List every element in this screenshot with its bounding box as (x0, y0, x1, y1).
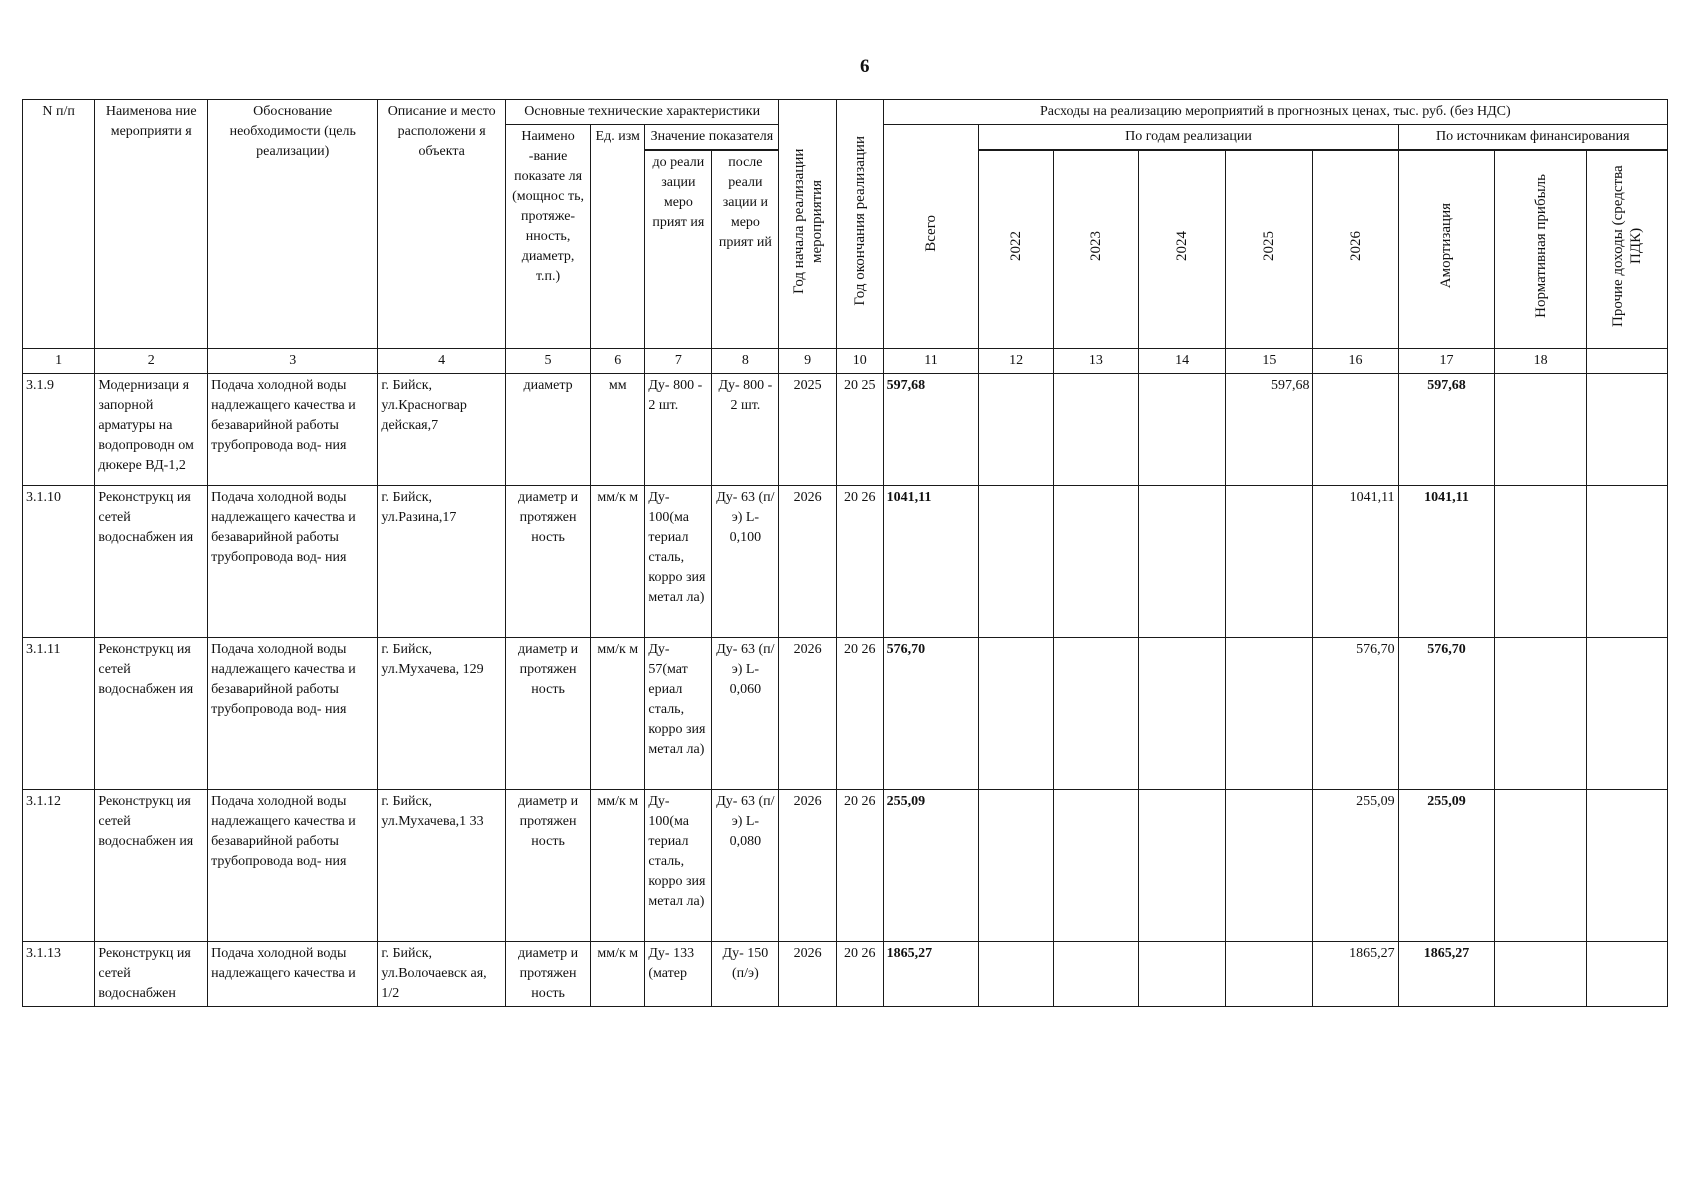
row-y2026 (1313, 374, 1398, 486)
row-start: 2026 (779, 638, 836, 790)
row-before: Ду- 800 - 2 шт. (645, 374, 712, 486)
header-by-years: По годам реализации (979, 125, 1398, 150)
row-location: г. Бийск, ул.Волочаевск ая, 1/2 (378, 942, 506, 1007)
row-name: Реконструкц ия сетей водоснабжен ия (95, 638, 208, 790)
row-y2022 (979, 790, 1053, 942)
row-y2024 (1138, 638, 1225, 790)
row-end: 20 26 (836, 486, 883, 638)
row-param: диаметр и протяжен ность (506, 486, 591, 638)
table-row (23, 486, 1668, 638)
row-location: г. Бийск, ул.Красногвар дейская,7 (378, 374, 506, 486)
column-number: 7 (645, 349, 712, 374)
row-after: Ду- 800 - 2 шт. (712, 374, 779, 486)
header-by-sources: По источникам финансирования (1398, 125, 1667, 150)
header-source-other: Прочие доходы (средства ПДК) (1586, 151, 1667, 349)
row-name: Модернизаци я запорной арматуры на водопроводн ом дюкере ВД-1,2 (95, 374, 208, 486)
header-year-end: Год окончания реализации (836, 100, 883, 349)
header-year-2025: 2025 (1226, 151, 1313, 349)
row-after: Ду- 150 (п/э) (712, 942, 779, 1007)
row-reason: Подача холодной воды надлежащего качества и безаварийной работы трубопровода вод- ния (208, 486, 378, 638)
row-unit: мм/к м (591, 790, 645, 942)
row-y2023 (1053, 790, 1138, 942)
row-before: Ду- 133 (матер (645, 942, 712, 1007)
table-row (23, 942, 1668, 1007)
row-location: г. Бийск, ул.Мухачева,1 33 (378, 790, 506, 942)
header-tech-value: Значение показателя (645, 125, 779, 150)
header-tech-group: Основные технические характеристики (506, 100, 779, 125)
column-number: 14 (1138, 349, 1225, 374)
row-other (1586, 638, 1667, 790)
row-amort: 1865,27 (1398, 942, 1495, 1007)
row-y2023 (1053, 486, 1138, 638)
row-y2026: 1041,11 (1313, 486, 1398, 638)
header-source-amortization: Амортизация (1398, 151, 1495, 349)
row-amort: 597,68 (1398, 374, 1495, 486)
row-y2022 (979, 374, 1053, 486)
row-num: 3.1.13 (23, 942, 95, 1007)
row-total: 1865,27 (883, 942, 979, 1007)
row-total: 1041,11 (883, 486, 979, 638)
row-num: 3.1.10 (23, 486, 95, 638)
row-profit (1495, 942, 1587, 1007)
row-before: Ду- 100(ма териал сталь, корро зия метал ла) (645, 790, 712, 942)
header-tech-name: Наимено -вание показате ля (мощнос ть, протяже- нность, диаметр, т.п.) (506, 125, 591, 349)
column-number: 1 (23, 349, 95, 374)
row-param: диаметр и протяжен ность (506, 638, 591, 790)
row-profit (1495, 486, 1587, 638)
row-num: 3.1.12 (23, 790, 95, 942)
row-end: 20 26 (836, 638, 883, 790)
row-amort: 576,70 (1398, 638, 1495, 790)
row-y2025: 597,68 (1226, 374, 1313, 486)
row-other (1586, 942, 1667, 1007)
header-num: N п/п (23, 100, 95, 349)
row-unit: мм/к м (591, 942, 645, 1007)
row-y2023 (1053, 942, 1138, 1007)
column-number: 2 (95, 349, 208, 374)
header-reason: Обоснование необходимости (цель реализации) (208, 100, 378, 349)
column-number: 15 (1226, 349, 1313, 374)
row-end: 20 26 (836, 790, 883, 942)
row-profit (1495, 374, 1587, 486)
row-after: Ду- 63 (п/э) L- 0,100 (712, 486, 779, 638)
row-total: 255,09 (883, 790, 979, 942)
row-param: диаметр и протяжен ность (506, 790, 591, 942)
row-start: 2025 (779, 374, 836, 486)
table-row (23, 374, 1668, 486)
header-costs-group: Расходы на реализацию мероприятий в прогнозных ценах, тыс. руб. (без НДС) (883, 100, 1667, 125)
table-row (23, 790, 1668, 942)
header-source-profit: Нормативная прибыль (1495, 151, 1587, 349)
row-unit: мм/к м (591, 638, 645, 790)
header-year-2026: 2026 (1313, 151, 1398, 349)
column-number: 10 (836, 349, 883, 374)
row-end: 20 26 (836, 942, 883, 1007)
row-y2022 (979, 486, 1053, 638)
row-y2026: 255,09 (1313, 790, 1398, 942)
row-num: 3.1.9 (23, 374, 95, 486)
row-profit (1495, 790, 1587, 942)
row-y2025 (1226, 942, 1313, 1007)
row-after: Ду- 63 (п/э) L- 0,060 (712, 638, 779, 790)
row-unit: мм (591, 374, 645, 486)
header-tech-after: после реали зации и меро прият ий (712, 151, 779, 349)
column-number: 5 (506, 349, 591, 374)
row-param: диаметр (506, 374, 591, 486)
row-location: г. Бийск, ул.Разина,17 (378, 486, 506, 638)
row-y2025 (1226, 790, 1313, 942)
header-tech-before: до реали зации меро прият ия (645, 151, 712, 349)
header-year-2023: 2023 (1053, 151, 1138, 349)
row-reason: Подача холодной воды надлежащего качества и безаварийной работы трубопровода вод- ния (208, 374, 378, 486)
row-name: Реконструкц ия сетей водоснабжен (95, 942, 208, 1007)
header-year-2024: 2024 (1138, 151, 1225, 349)
row-total: 597,68 (883, 374, 979, 486)
header-total: Всего (883, 125, 979, 349)
row-y2026: 1865,27 (1313, 942, 1398, 1007)
row-start: 2026 (779, 942, 836, 1007)
row-other (1586, 486, 1667, 638)
row-total: 576,70 (883, 638, 979, 790)
column-number: 3 (208, 349, 378, 374)
row-y2023 (1053, 374, 1138, 486)
row-name: Реконструкц ия сетей водоснабжен ия (95, 486, 208, 638)
row-y2022 (979, 638, 1053, 790)
header-location: Описание и место расположени я объекта (378, 100, 506, 349)
row-amort: 1041,11 (1398, 486, 1495, 638)
column-number-row (23, 349, 1668, 374)
table-row (23, 638, 1668, 790)
row-y2024 (1138, 942, 1225, 1007)
row-reason: Подача холодной воды надлежащего качества и (208, 942, 378, 1007)
row-other (1586, 790, 1667, 942)
row-y2025 (1226, 638, 1313, 790)
row-unit: мм/к м (591, 486, 645, 638)
row-end: 20 25 (836, 374, 883, 486)
row-param: диаметр и протяжен ность (506, 942, 591, 1007)
row-y2025 (1226, 486, 1313, 638)
row-y2024 (1138, 790, 1225, 942)
row-y2026: 576,70 (1313, 638, 1398, 790)
row-after: Ду- 63 (п/э) L- 0,080 (712, 790, 779, 942)
row-location: г. Бийск, ул.Мухачева, 129 (378, 638, 506, 790)
row-y2023 (1053, 638, 1138, 790)
row-other (1586, 374, 1667, 486)
header-year-2022: 2022 (979, 151, 1053, 349)
column-number (1586, 349, 1667, 374)
column-number: 16 (1313, 349, 1398, 374)
header-year-start: Год начала реализации мероприятия (779, 100, 836, 349)
row-name: Реконструкц ия сетей водоснабжен ия (95, 790, 208, 942)
row-start: 2026 (779, 486, 836, 638)
column-number: 17 (1398, 349, 1495, 374)
column-number: 8 (712, 349, 779, 374)
investment-table (22, 99, 1668, 1007)
column-number: 12 (979, 349, 1053, 374)
row-before: Ду- 100(ма териал сталь, корро зия метал ла) (645, 486, 712, 638)
row-reason: Подача холодной воды надлежащего качества и безаварийной работы трубопровода вод- ния (208, 638, 378, 790)
row-y2022 (979, 942, 1053, 1007)
column-number: 11 (883, 349, 979, 374)
column-number: 18 (1495, 349, 1587, 374)
row-num: 3.1.11 (23, 638, 95, 790)
row-y2024 (1138, 374, 1225, 486)
row-y2024 (1138, 486, 1225, 638)
row-amort: 255,09 (1398, 790, 1495, 942)
column-number: 4 (378, 349, 506, 374)
row-reason: Подача холодной воды надлежащего качества и безаварийной работы трубопровода вод- ния (208, 790, 378, 942)
page-number: 6 (860, 56, 870, 77)
row-start: 2026 (779, 790, 836, 942)
column-number: 6 (591, 349, 645, 374)
column-number: 13 (1053, 349, 1138, 374)
header-name: Наименова ние мероприяти я (95, 100, 208, 349)
column-number: 9 (779, 349, 836, 374)
row-before: Ду- 57(мат ериал сталь, корро зия метал ла) (645, 638, 712, 790)
row-profit (1495, 638, 1587, 790)
header-tech-unit: Ед. изм (591, 125, 645, 349)
